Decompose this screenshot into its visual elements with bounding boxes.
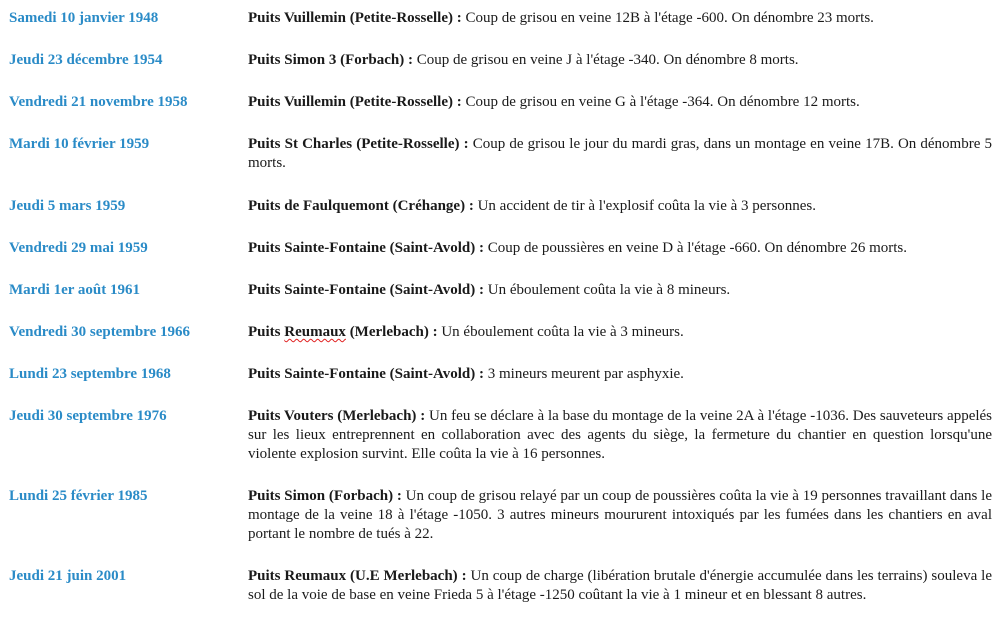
- entry-date: Samedi 10 janvier 1948: [9, 10, 159, 26]
- entry-text: Un éboulement coûta la vie à 3 mineurs.: [441, 324, 684, 340]
- entry-date: Jeudi 23 décembre 1954: [9, 52, 163, 68]
- entry-date: Lundi 25 février 1985: [9, 488, 148, 504]
- entry-site: Puits Sainte-Fontaine (Saint-Avold) :: [248, 240, 484, 256]
- entry-text: 3 mineurs meurent par asphyxie.: [487, 366, 684, 382]
- entry-text: Un éboulement coûta la vie à 8 mineurs.: [487, 282, 731, 298]
- entry-site: Puits Sainte-Fontaine (Saint-Avold) :: [248, 282, 484, 298]
- entry-description: [248, 9, 992, 28]
- entry-date: Jeudi 30 septembre 1976: [9, 408, 167, 424]
- entry-description: [248, 487, 992, 544]
- entry-text: Un coup de grisou relayé par un coup de poussières coûta la vie à 19 personnes travaillant dans le montage de la veine 18 à l'étage -1050. 3 autres mineurs moururent intoxiqués par les fumées dans les chantiers en aval portant le nombre de tués à 22.: [248, 488, 993, 542]
- entry-site: Puits Reumaux (U.E Merlebach) :: [248, 568, 467, 584]
- entry-description: [248, 281, 992, 300]
- entry-site-suffix: (Merlebach) :: [349, 324, 438, 340]
- entry-description: [248, 51, 992, 70]
- entry-text: Coup de grisou en veine G à l'étage -364. On dénombre 12 morts.: [465, 94, 860, 110]
- entry-description: [248, 323, 992, 342]
- entry-site: Puits de Faulquemont (Créhange) :: [248, 198, 474, 214]
- entry-date: Jeudi 21 juin 2001: [9, 568, 127, 584]
- entry-text: Un coup de charge (libération brutale d'énergie accumulée dans les terrains) souleva le sol de la voie de base en veine Frieda 5 à l'étage -1250 coûtant la vie à 1 mineur et en blessant 8 autres.: [248, 568, 992, 603]
- entry-text: Coup de grisou en veine J à l'étage -340. On dénombre 8 morts.: [416, 52, 799, 68]
- entry-description: [248, 197, 992, 216]
- entry-description: [248, 93, 992, 112]
- entry-description: [248, 135, 992, 173]
- entry-date: Mardi 10 février 1959: [9, 136, 150, 152]
- entry-site: Puits Simon (Forbach) :: [248, 488, 402, 504]
- entry-date: Vendredi 30 septembre 1966: [9, 324, 190, 340]
- entry-site-prefix: Puits: [248, 324, 281, 340]
- entry-description: [248, 407, 992, 464]
- entry-description: [248, 239, 992, 258]
- entry-date: Vendredi 29 mai 1959: [9, 240, 148, 256]
- entry-description: [248, 567, 992, 605]
- entry-date: Mardi 1er août 1961: [9, 282, 140, 298]
- entry-site: Puits St Charles (Petite-Rosselle) :: [248, 136, 469, 152]
- spellcheck-flagged-word: Reumaux: [284, 324, 346, 340]
- entry-site: Puits Simon 3 (Forbach) :: [248, 52, 413, 68]
- entry-site: [248, 324, 438, 340]
- entry-text: Un feu se déclare à la base du montage de la veine 2A à l'étage -1036. Des sauveteurs appelés sur les lieux entreprennent en collaboration avec des agents du siège, la fermeture du chantier en question lorsqu'une violente explosion survint. Elle coûta la vie à 16 personnes.: [248, 408, 993, 462]
- entry-site: Puits Vouters (Merlebach) :: [248, 408, 426, 424]
- entry-text: Coup de grisou le jour du mardi gras, dans un montage en veine 17B. On dénombre 5 morts.: [248, 136, 993, 171]
- entry-site: Puits Vuillemin (Petite-Rosselle) :: [248, 10, 462, 26]
- entry-site: Puits Vuillemin (Petite-Rosselle) :: [248, 94, 462, 110]
- entry-site: Puits Sainte-Fontaine (Saint-Avold) :: [248, 366, 484, 382]
- entry-text: Un accident de tir à l'explosif coûta la vie à 3 personnes.: [477, 198, 816, 214]
- entry-text: Coup de poussières en veine D à l'étage -660. On dénombre 26 morts.: [487, 240, 908, 256]
- entry-description: [248, 365, 992, 384]
- entry-date: Jeudi 5 mars 1959: [9, 198, 126, 214]
- entry-date: Lundi 23 septembre 1968: [9, 366, 171, 382]
- entry-date: Vendredi 21 novembre 1958: [9, 94, 188, 110]
- entry-text: Coup de grisou en veine 12B à l'étage -600. On dénombre 23 morts.: [465, 10, 874, 26]
